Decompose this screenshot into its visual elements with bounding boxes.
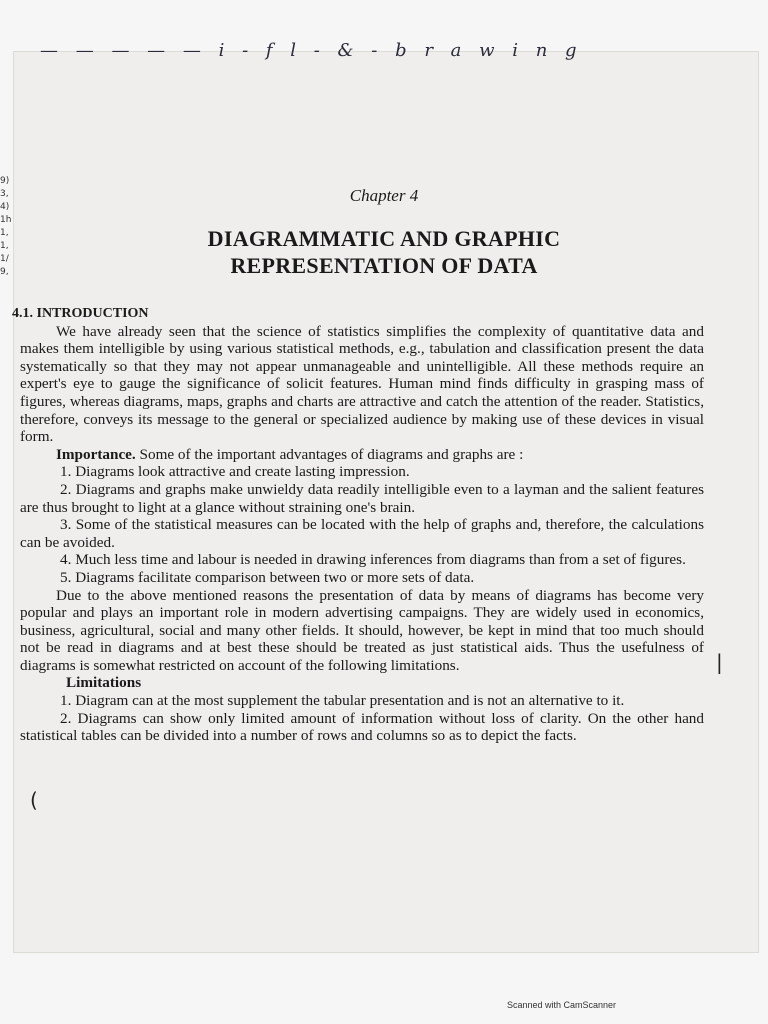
margin-mark: 9, — [0, 267, 9, 277]
chapter-title — [0, 225, 768, 279]
chapter-title-line-1: DIAGRAMMATIC AND GRAPHIC — [207, 226, 561, 251]
advantage-item-1: 1. Diagrams look attractive and create lasting impression. — [60, 463, 410, 481]
scanner-footer: Scanned with CamScanner — [506, 1000, 616, 1010]
advantage-item-3: 3. Some of the statistical measures can be located with the help of graphs and, therefore, the calculations can be avoided. — [20, 516, 704, 551]
chapter-title-line-2: REPRESENTATION OF DATA — [230, 253, 538, 278]
margin-mark: 9) — [0, 176, 10, 186]
reasons-paragraph: Due to the above mentioned reasons the presentation of data by means of diagrams has become very popular and plays an important role in modern advertising campaigns. They are widely used in economics, business, agricultural, social and many other fields. It should, however, be kept in mind that too much should not be read in diagrams and at best these should be treated as just statistical aids. Thus the usefulness of diagrams is somewhat restricted on account of the following limitations. — [20, 586, 704, 674]
advantage-item-4: 4. Much less time and labour is needed in drawing inferences from diagrams than from a set of figures. — [60, 551, 686, 569]
advantage-item-5: 5. Diagrams facilitate comparison between two or more sets of data. — [60, 568, 475, 586]
margin-mark: 3, — [0, 189, 9, 199]
margin-mark: 1h — [0, 215, 12, 225]
chapter-label: Chapter 4 — [349, 186, 419, 205]
chapter-body — [12, 305, 704, 745]
handwritten-scribble: — — — — — i - f l - & - b r a w i n g — [40, 40, 583, 61]
limitation-item-2: 2. Diagrams can show only limited amount of information without loss of clarity. On the other hand statistical tables can be divided into a number of rows and columns so as to depict the facts. — [20, 709, 704, 745]
limitation-item-1: 1. Diagram can at the most supplement the tabular presentation and is not an alternative to it. — [60, 692, 625, 710]
importance-text: Some of the important advantages of diagrams and graphs are : — [139, 445, 524, 463]
importance-label: Importance. — [56, 445, 136, 463]
pencil-stroke-mark: | — [716, 650, 723, 674]
intro-paragraph: We have already seen that the science of statistics simplifies the complexity of quantitative data and makes them intelligible by using various statistical methods, e.g., tabulation and classification present the data systematically so that they may not appear unmanageable and unintelligible. All these methods require an expert's eye to gauge the significance of solicit features. Human mind finds difficulty in grasping mass of figures, whereas diagrams, maps, graphs and charts are attractive and catch the attention of the reader. Statistics, therefore, conveys its message to the general or specialized audience by making use of these devices in visual form. — [20, 322, 704, 446]
advantage-item-2: 2. Diagrams and graphs make unwieldy data readily intelligible even to a layman and the salient features are thus brought to light at a glance without straining one's brain. — [20, 480, 704, 516]
margin-mark: 1, — [0, 228, 9, 238]
section-heading: 4.1. INTRODUCTION — [12, 306, 149, 321]
margin-mark: 1, — [0, 241, 9, 251]
margin-mark: 4) — [0, 202, 10, 212]
pencil-bracket-mark: ( — [30, 788, 38, 812]
margin-mark: 1/ — [0, 254, 9, 264]
importance-paragraph — [20, 446, 704, 464]
limitations-heading: Limitations — [66, 674, 142, 692]
